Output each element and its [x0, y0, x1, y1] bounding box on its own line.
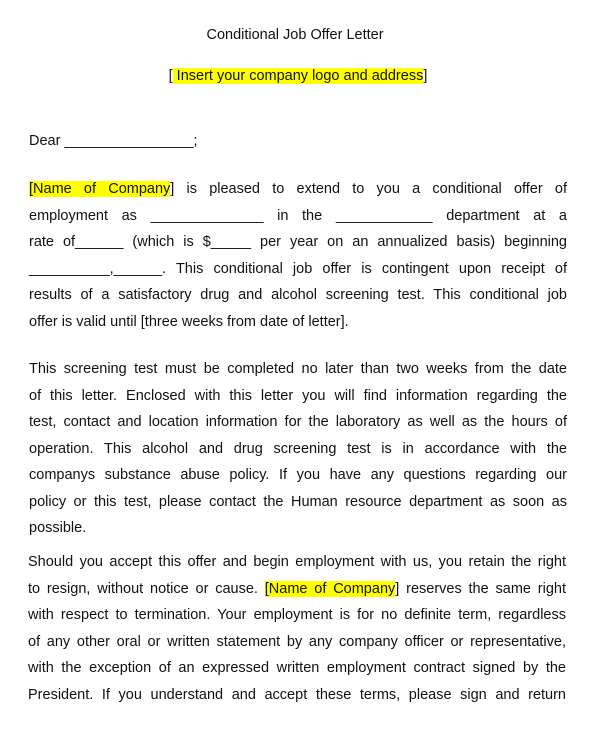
paragraph-line — [28, 576, 566, 603]
company-name-placeholder: [Name of Company — [29, 181, 171, 197]
paragraph-line: offer is valid until [three weeks from date of letter]. — [29, 313, 349, 330]
paragraph-offer — [29, 176, 567, 335]
paragraph-line: operation. This alcohol and drug screening test is in accordance with the — [29, 440, 567, 457]
logo-placeholder-highlight: Insert your company logo and address — [172, 68, 424, 84]
close-bracket: ] — [423, 68, 428, 84]
paragraph-line: companys substance abuse policy. If you have any questions regarding our — [29, 467, 567, 483]
paragraph-line: Should you accept this offer and begin employment with us, you retain the right — [28, 554, 566, 570]
paragraph-screening — [29, 356, 567, 542]
paragraph-line: possible. — [29, 520, 87, 536]
logo-address-placeholder — [0, 68, 596, 84]
paragraph-line: rate of______ (which is $_____ per year on an annualized basis) beginning — [29, 234, 567, 250]
paragraph-line: __________,______. This conditional job offer is contingent upon receipt of — [29, 260, 567, 277]
paragraph-text: to resign, without notice or cause. — [28, 580, 265, 597]
letter-title: Conditional Job Offer Letter — [206, 27, 384, 43]
paragraph-line: employment as ______________ in the ____________ department at a — [29, 207, 567, 224]
paragraph-line: with respect to termination. Your employment is for no definite term, regardless — [28, 607, 566, 623]
salutation — [29, 128, 567, 155]
paragraph-line: results of a satisfactory drug and alcohol screening test. This conditional job — [29, 287, 567, 303]
paragraph-line: This screening test must be completed no later than two weeks from the date — [29, 361, 567, 377]
company-name-placeholder: [Name of Company — [264, 580, 396, 597]
paragraph-line: test, contact and location information for the laboratory as well as the hours of — [29, 414, 567, 430]
paragraph-line: with the exception of an expressed written employment contract signed by the — [28, 660, 566, 676]
open-bracket: [ — [168, 68, 173, 84]
paragraph-line: of this letter. Enclosed with this letter you will find information regarding the — [29, 387, 567, 404]
paragraph-text: ] reserves the same right — [395, 580, 566, 597]
paragraph-line: of any other oral or written statement by any company officer or representative, — [28, 633, 566, 650]
salutation-line: Dear ________________; — [29, 133, 198, 149]
paragraph-line: President. If you understand and accept these terms, please sign and return — [28, 686, 566, 703]
paragraph-line: policy or this test, please contact the Human resource department as soon as — [29, 493, 567, 510]
paragraph-acceptance — [28, 549, 566, 708]
paragraph-line — [29, 176, 567, 203]
paragraph-text: ] is pleased to extend to you a conditional offer of — [170, 181, 567, 197]
